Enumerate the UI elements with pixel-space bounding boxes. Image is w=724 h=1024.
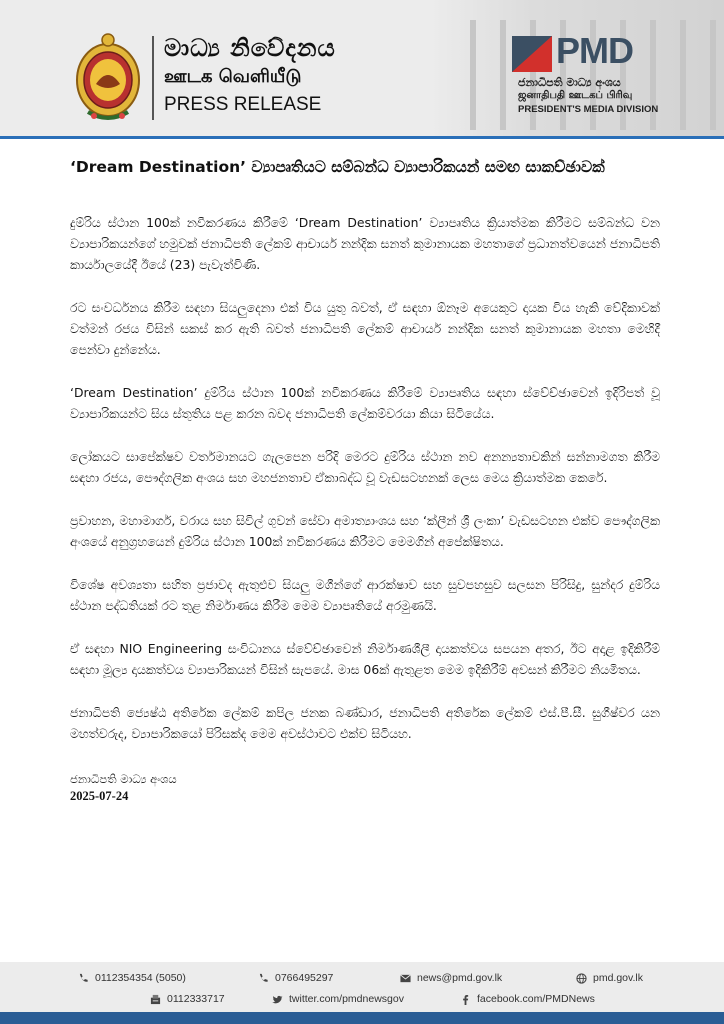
- header-band: [0, 0, 724, 136]
- footer-fax-text: 0112333717: [167, 993, 225, 1005]
- paragraph: රට සංවර්ධනය කිරීම සඳහා සියලුදෙනා එක් විය යුතු බවත්, ඒ සඳහා ඕනෑම අයෙකුට දායක විය හැකි වේදිකාවක් වත්මන් රජය විසින් සකස් කර ඇති බවත් ජනාධිපති ලේකම් ආචාර්ය නන්දික සනත් කුමානායක මහතා මෙහිදී පෙන්වා දුන්නේය.: [70, 300, 660, 357]
- pmd-logo-icon: [512, 36, 552, 72]
- header-rule: [0, 136, 724, 139]
- footer-facebook-text: facebook.com/PMDNews: [477, 993, 595, 1005]
- paragraph: ඒ සඳහා NIO Engineering සංවිධානය ස්වේච්ඡාවෙන් නිර්මාණශීලී දායකත්වය සපයන අතර, ඊට අදාළ ඉදිකිරීම් සඳහා මූල්‍ය දායකත්වය ව්‍යාපාරිකයන් විසින් සැපයේ. මාස 06ක් ඇතුළත මෙම ඉදිකිරීම් අවසන් කිරීමට නියමිතය.: [70, 641, 660, 677]
- header-divider: [152, 36, 154, 120]
- footer-fax[interactable]: [150, 993, 225, 1005]
- footer-bar: [0, 1012, 724, 1024]
- pmd-logo-english: PRESIDENT'S MEDIA DIVISION: [518, 104, 659, 115]
- pmd-logo-sinhala: ජනාධිපති මාධ්‍ය අංශය: [518, 76, 621, 89]
- footer-twitter-text: twitter.com/pmdnewsgov: [289, 993, 404, 1005]
- title-sinhala: මාධ්‍ය නිවේදනය: [164, 34, 336, 62]
- pmd-logo-tamil: ஜனாதிபதி ஊடகப் பிரிவு: [518, 90, 633, 101]
- fax-icon: [150, 994, 161, 1005]
- email-icon: [400, 973, 411, 984]
- mobile-phone-icon: [258, 973, 269, 984]
- footer-mobile[interactable]: [258, 972, 333, 984]
- headline: ‘Dream Destination’ ව්‍යාපෘතියට සම්බන්ධ ව්‍යාපාරිකයන් සමඟ සාකච්ඡාවක්: [70, 158, 605, 176]
- paragraph: ලෝකයට සාපේක්ෂව වර්තමානයට ගැලපෙන පරිදි මෙරට දුම්රිය ස්ථාන නව අනන්‍යතාවකින් සන්නාමගත කිරීම සඳහා රජය, පෞද්ගලික අංශය සහ මහජනතාව ඒකාබද්ධ වූ වැඩසටහනක් ලෙස මෙය ක්‍රියාත්මක කෙරේ.: [70, 449, 660, 485]
- paragraph: ‘Dream Destination’ දුම්රිය ස්ථාන 100ක් නවීකරණය කිරීමේ ව්‍යාපෘතිය සඳහා ස්වේච්ඡාවෙන් ඉදිරිපත් වූ ව්‍යාපාරිකයන්ට සිය ස්තුතිය පළ කරන බවද ජනාධිපති ලේකම්වරයා කියා සිටියේය.: [70, 385, 660, 421]
- title-english: PRESS RELEASE: [164, 94, 322, 115]
- signoff-date: 2025-07-24: [70, 789, 129, 803]
- footer-mobile-text: 0766495297: [275, 972, 334, 984]
- pmd-logo: [512, 32, 692, 122]
- paragraph: විශේෂ අවශ්‍යතා සහිත ප්‍රජාවද ඇතුළුව සියලු මගීන්ගේ ආරක්ෂාව සහ සුවපහසුව සලසන පිරිසිදු, සුන්දර දුම්රිය ස්ථාන පද්ධතියක් රට තුළ නිර්මාණය කිරීම මෙම ව්‍යාපෘතියේ අරමුණයි.: [70, 577, 660, 613]
- title-tamil: ஊடக வெளியீடு: [164, 66, 302, 87]
- phone-icon: [78, 973, 89, 984]
- article-body: [70, 212, 660, 766]
- footer-email[interactable]: [400, 972, 502, 984]
- footer-web[interactable]: [576, 972, 643, 984]
- paragraph: දුම්රිය ස්ථාන 100ක් නවීකරණය කිරීමේ ‘Dream Destination’ ව්‍යාපෘතිය ක්‍රියාත්මක කිරීමට සම්බන්ධ වන ව්‍යාපාරිකයන්ගේ හමුවක් ජනාධිපති ලේකම් ආචාර්ය නන්දික සනත් කුමානායක මහතාගේ ප්‍රධානත්වයෙන් ජනාධිපති කාර්යාලයේදී ඊයේ (23) පැවැත්විණි.: [70, 215, 660, 272]
- footer-email-text: news@pmd.gov.lk: [417, 972, 503, 984]
- footer-phone[interactable]: [78, 972, 186, 984]
- twitter-icon: [272, 994, 283, 1005]
- paragraph: ප්‍රවාහන, මහාමාර්ග, වරාය සහ සිවිල් ගුවන් සේවා අමාත්‍යාංශය සහ ‘ක්ලීන් ශ්‍රී ලංකා’ වැඩසටහන එක්ව පෞද්ගලික අංශයේ අනුග්‍රහයෙන් දුම්රිය ස්ථාන 100ක් නවීකරණය කිරීමට මෙමගින් අපේක්ෂිතය.: [70, 513, 660, 549]
- pmd-logo-text: PMD: [556, 30, 633, 71]
- paragraph: ජනාධිපති ජ්‍යෙෂ්ඨ අතිරේක ලේකම් කපිල ජනක බණ්ඩාර, ජනාධිපති අතිරේක ලේකම් එස්.පී.සී. සුගීෂ්වර යන මහත්වරුද, ව්‍යාපාරිකයෝ පිරිසක්ද මෙම අවස්ථාවට එක්ව සිටියහ.: [70, 705, 660, 741]
- footer-phone-text: 0112354354 (5050): [95, 972, 186, 984]
- footer-contacts: [0, 962, 724, 1012]
- footer-web-text: pmd.gov.lk: [593, 972, 643, 984]
- footer-facebook[interactable]: [460, 993, 595, 1005]
- signoff-org: ජනාධිපති මාධ්‍ය අංශය: [70, 772, 177, 786]
- signoff: [70, 772, 177, 804]
- sri-lanka-emblem-icon: [74, 32, 142, 122]
- globe-icon: [576, 973, 587, 984]
- footer-twitter[interactable]: [272, 993, 404, 1005]
- facebook-icon: [460, 994, 471, 1005]
